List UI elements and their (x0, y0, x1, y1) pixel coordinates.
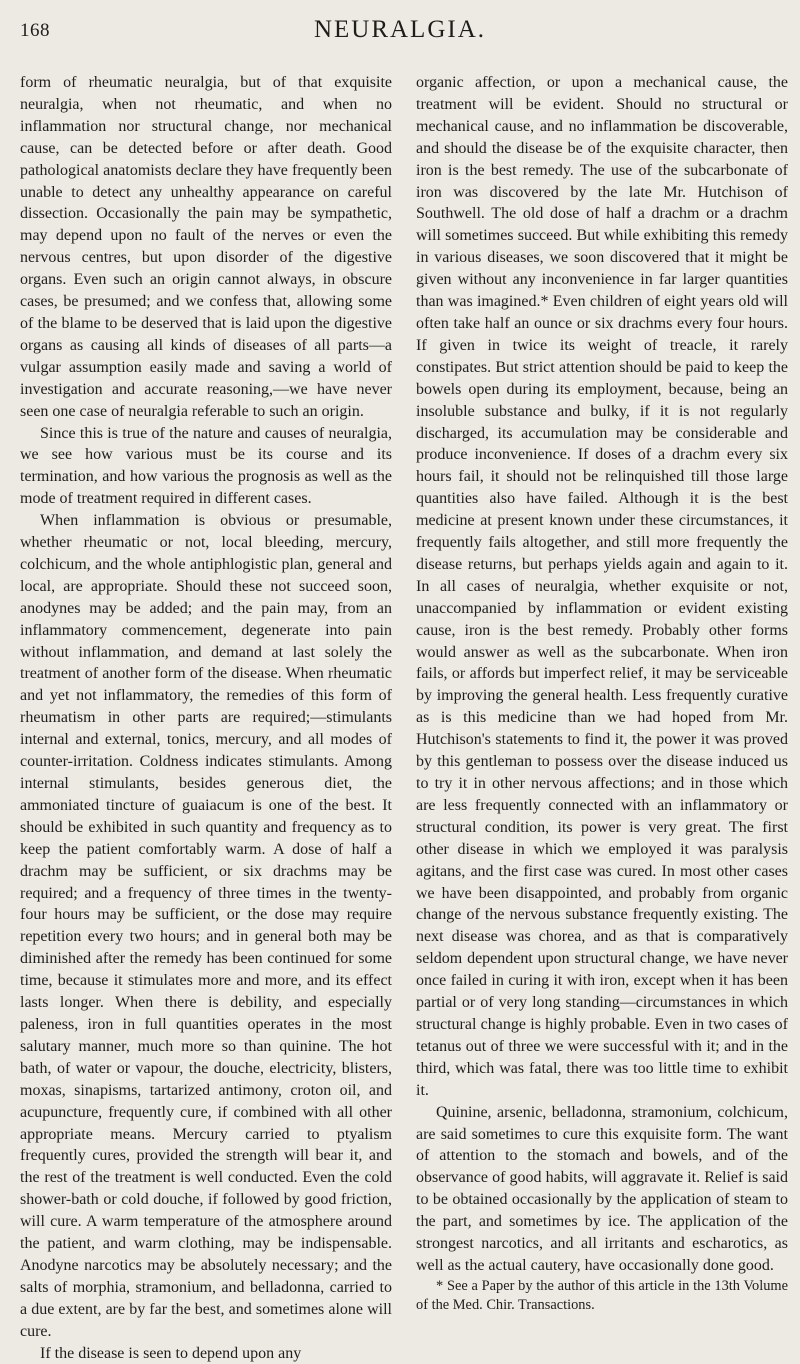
running-head: NEURALGIA. (313, 16, 487, 43)
paragraph: If the disease is seen to depend upon any (40, 1344, 302, 1362)
paragraph: Quinine, arsenic, belladonna, stramonium, colchicum, are said sometimes to cure this exquisite form. The want of attention to the stomach and bowels, and of the observance of good habits, will aggravate it. Relief is said to be obtained occasionally by the application of steam to the part, and sometimes by ice. The application of the strongest narcotics, and all irritants and escharotics, as well as the actual cautery, have occasionally done good. (416, 1103, 788, 1274)
paragraph: When inflammation is obvious or presumable, whether rheumatic or not, local bleeding, mercury, colchicum, and the whole antiphlogistic plan, general and local, are appropriate. Should these not succeed soon, anodynes may be added; and the pain may, from an inflammatory commencement, degenerate into pain without inflammation, and demand at last solely the treatment of another form of the disease. When rheumatic and yet not inflammatory, the remedies of this form of rheumatism in other parts are required;—stimulants internal and external, tonics, mercury, and all modes of counter-irritation. Coldness indicates stimulants. Among internal stimulants, besides generous diet, the ammoniated tincture of guaiacum is one of the best. It should be exhibited in such quantity and frequency as to keep the patient comfortably warm. A dose of half a drachm may be sufficient, or six drachms may be required; and a frequency of three times in the twenty-four hours may be sufficient, or the dose may require repetition every two hours; and in general both may be diminished after the remedy has been continued for some time, because it stimulates more and more, and its effect lasts longer. When there is debility, and especially paleness, iron in full quantities operates in the most salutary manner, much more so than quinine. The hot bath, of water or vapour, the douche, electricity, blisters, moxas, sinapisms, tartarized antimony, croton oil, and acupuncture, frequently cure, if combined with all other appropriate means. Mercury carried to ptyalism frequently cures, provided the strength will bear it, and the rest of the treatment is well conducted. Even the cold shower-bath or cold douche, if followed by good friction, will cure. A warm temperature of the atmosphere around the patient, and warm clothing, may be indispensable. Anodyne narcotics may be absolutely necessary; and the salts of morphia, stramonium, and belladonna, carried to a due extent, are by far the best, and sometimes alone will cure. (20, 512, 392, 1340)
left-column (20, 72, 392, 1364)
page-header (0, 0, 800, 50)
footnote: * See a Paper by the author of this article in the 13th Volume of the Med. Chir. Transactions. (416, 1277, 788, 1313)
paragraph: organic affection, or upon a mechanical cause, the treatment will be evident. Should no structural or mechanical cause, and no inflammation be discoverable, and should the disease be of the exquisite character, then iron is the best remedy. The use of the subcarbonate of iron was discovered by the late Mr. Hutchison of Southwell. The old dose of half a drachm or a drachm will sometimes succeed. But while exhibiting this remedy in various diseases, we soon discovered that it might be given without any inconvenience in far larger quantities than was imagined.* Even children of eight years old will often take half an ounce or six drachms every four hours. If given in twice its weight of treacle, it rarely constipates. But strict attention should be paid to keep the bowels open during its employment, because, being an insoluble substance and bulky, if it is not regularly discharged, its accumulation may be considerable and produce inconvenience. If doses of a drachm every six hours fail, it should not be relinquished till those large quantities also have failed. Although it is the best medicine at present known under these circumstances, it frequently fails altogether, and still more frequently the disease returns, but perhaps yields again and again to it. In all cases of neuralgia, whether exquisite or not, unaccompanied by inflammation or evident existing cause, iron is the best remedy. Probably other forms would answer as well as the subcarbonate. When iron fails, or affords but imperfect relief, it may be serviceable by improving the general health. Less frequently curative as is this medicine than we had hoped from Mr. Hutchison's statements to find it, the power it was proved by this gentleman to possess over the disease induced us to try it in other nervous affections; and in those which are less frequently connected with an inflammatory or structural condition, its power is very great. The first other disease in which we employed it was paralysis agitans, and the first case was cured. In most other cases we have been disappointed, and probably from organic change of the nervous substance frequently existing. The next disease was chorea, and as that is comparatively seldom dependent upon structural change, we have never once failed in curing it with iron, except when it has been partial or of very long standing—circumstances in which structural change is highly probable. Even in two cases of tetanus out of three we were successful with it; and in the third, which was fatal, there was too little time to exhibit it. (416, 74, 788, 1099)
paragraph: Since this is true of the nature and causes of neuralgia, we see how various must be its course and its termination, and how various the prognosis as well as the mode of treatment required in different cases. (20, 424, 392, 508)
page-number: 168 (20, 20, 50, 41)
paragraph: form of rheumatic neuralgia, but of that exquisite neuralgia, when not rheumatic, and when no inflammation nor structural change, nor mechanical cause, can be detected before or after death. Good pathological anatomists declare they have frequently been unable to detect any unhealthy appearance on careful dissection. Occasionally the pain may be sympathetic, may depend upon no fault of the nerves or even the nervous centres, but upon disorder of the digestive organs. Even such an origin cannot always, in obscure cases, be presumed; and we confess that, allowing some of the blame to be deserved that is laid upon the digestive organs as causing all kinds of diseases of all parts—a vulgar assumption easily made and saving a world of investigation and accurate reasoning,—we have never seen one case of neuralgia referable to such an origin. (20, 74, 392, 420)
right-column (416, 72, 788, 1315)
